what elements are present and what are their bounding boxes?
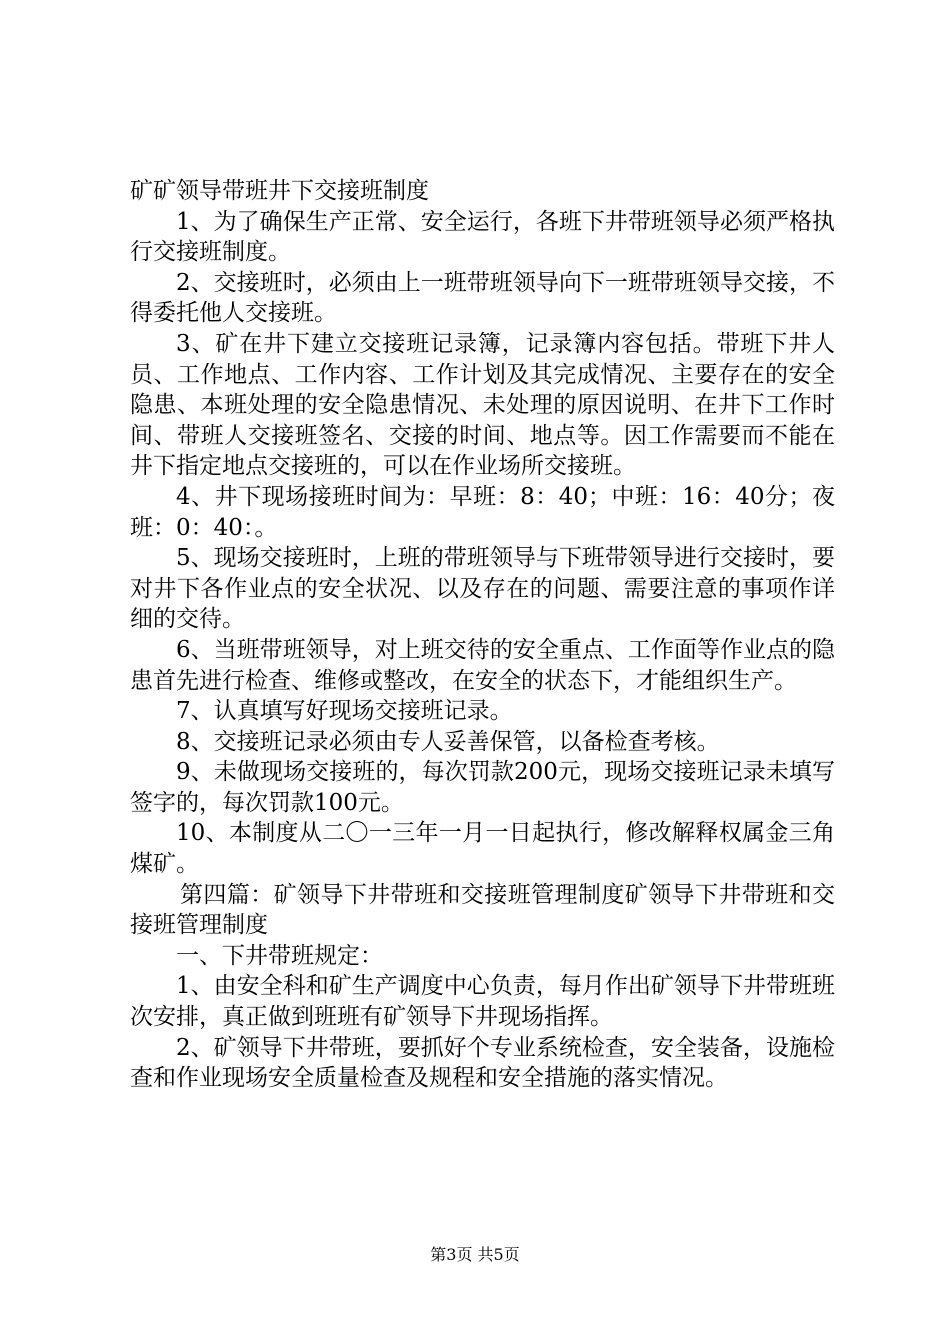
paragraph-7: 7、认真填写好现场交接班记录。 — [176, 698, 513, 725]
paragraph-5: 5、现场交接班时，上班的带班领导与下班带领导进行交接时，要对井下各作业点的安全状况、以及存在的问题、需要注意的事项作详细的交待。 — [130, 545, 835, 633]
document-title: 矿矿领导带班井下交接班制度 — [130, 178, 429, 204]
paragraph-9: 9、未做现场交接班的，每次罚款200元，现场交接班记录未填写签字的，每次罚款100元。 — [130, 759, 835, 816]
paragraph-1: 1、为了确保生产正常、安全运行，各班下井带班领导必须严格执行交接班制度。 — [130, 208, 835, 266]
paragraph-8: 8、交接班记录必须由专人妥善保管，以备检查考核。 — [176, 728, 720, 755]
paragraph-10: 10、本制度从二〇一三年一月一日起执行，修改解释权属金三角煤矿。 — [130, 820, 835, 878]
paragraph-4: 4、井下现场接班时间为：早班：8：40；中班：16：40分；夜班：0：40：。 — [130, 483, 835, 541]
section-paragraph-3: 2、矿领导下井带班，要抓好个专业系统检查，安全装备，设施检查和作业现场安全质量检查及规程和安全措施的落实情况。 — [130, 1034, 835, 1092]
paragraph-3: 3、矿在井下建立交接班记录簿，记录簿内容包括。带班下井人员、工作地点、工作内容、工作计划及其完成情况、主要存在的安全隐患、本班处理的安全隐患情况、未处理的原因说明、在井下工作时间、带班人交接班签名、交接的时间、地点等。因工作需要而不能在井下指定地点交接班的，可以在作业场所交接班。 — [130, 330, 835, 480]
section-heading: 第四篇：矿领导下井带班和交接班管理制度矿领导下井带班和交接班管理制度 — [130, 881, 835, 939]
paragraph-2: 2、交接班时，必须由上一班带班领导向下一班带班领导交接，不得委托他人交接班。 — [130, 269, 835, 327]
document-body — [130, 176, 835, 1094]
page-footer: 第3页 共5页 — [430, 1245, 520, 1264]
section-paragraph-2: 1、由安全科和矿生产调度中心负责，每月作出矿领导下井带班班次安排，真正做到班班有矿领导下井现场指挥。 — [130, 973, 835, 1031]
paragraph-6: 6、当班带班领导，对上班交待的安全重点、工作面等作业点的隐患首先进行检查、维修或整改，在安全的状态下，才能组织生产。 — [130, 636, 835, 694]
section-paragraph-1: 一、下井带班规定： — [176, 942, 383, 969]
